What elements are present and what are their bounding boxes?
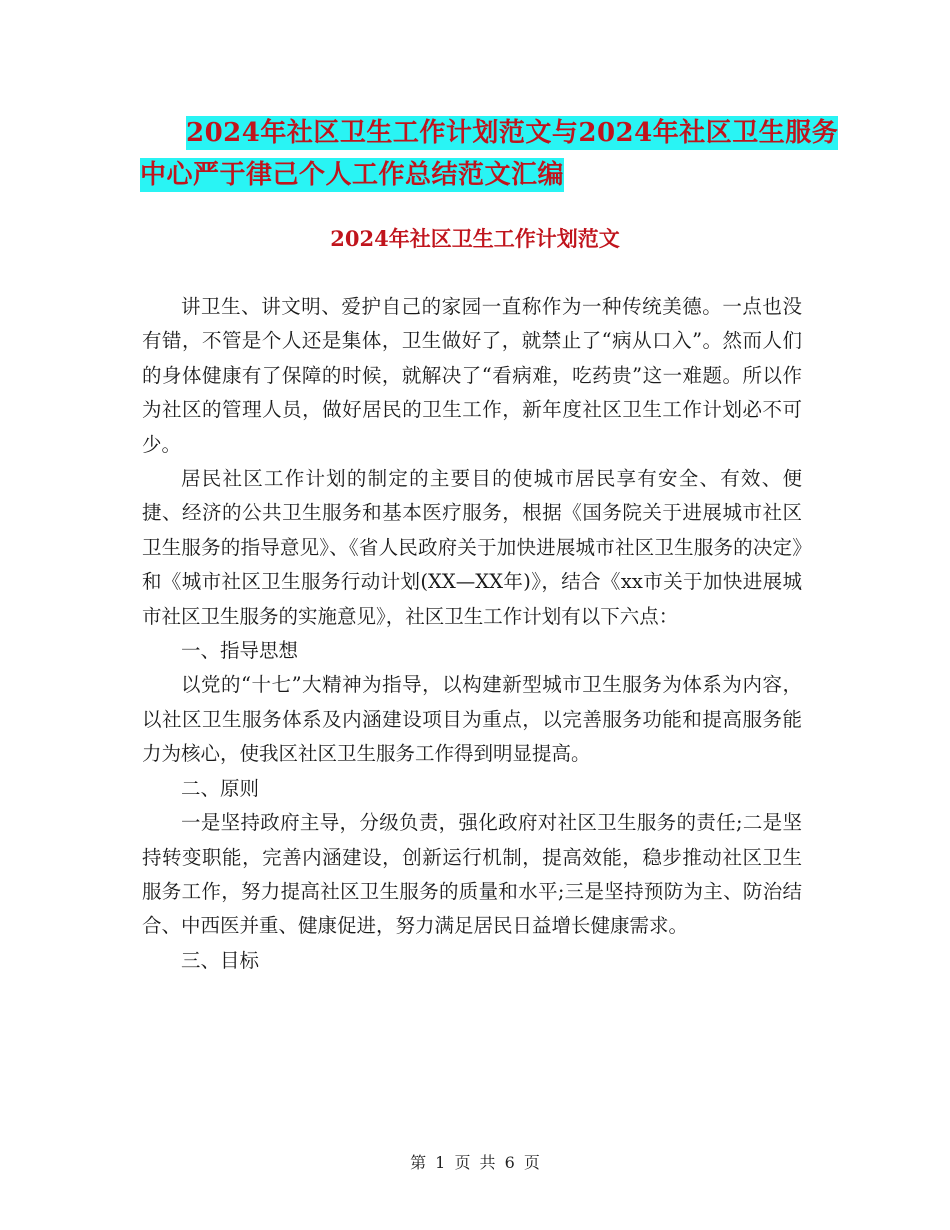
document-title-line-2 (140, 154, 820, 196)
paragraph: 居民社区工作计划的制定的主要目的使城市居民享有安全、有效、便捷、经济的公共卫生服务和基本医疗服务，根据《国务院关于进展城市社区卫生服务的指导意见》、《省人民政府关于加快进展城市社区卫生服务的决定》和《城市社区卫生服务行动计划(XX—XX年)》，结合《xx市关于加快进展城市社区卫生服务的实施意见》，社区卫生工作计划有以下六点： (142, 467, 802, 628)
paragraph: 一是坚持政府主导，分级负责，强化政府对社区卫生服务的责任;二是坚持转变职能，完善内涵建设，创新运行机制，提高效能，稳步推动社区卫生服务工作，努力提高社区卫生服务的质量和水平;三是坚持预防为主、防治结合、中西医并重、健康促进，努力满足居民日益增长健康需求。 (142, 811, 802, 938)
paragraph-heading: 一、指导思想 (181, 639, 299, 663)
title-highlight-1: 2024年社区卫生工作计划范文与2024年社区卫生服务 (186, 118, 839, 148)
document-body (142, 290, 802, 978)
paragraph: 讲卫生、讲文明、爱护自己的家园一直称作为一种传统美德。一点也没有错，不管是个人还是集体，卫生做好了，就禁止了“病从口入”。然而人们的身体健康有了保障的时候，就解决了“看病难，吃药贵”这一难题。所以作为社区的管理人员，做好居民的卫生工作，新年度社区卫生工作计划必不可少。 (142, 295, 802, 456)
section-title: 2024年社区卫生工作计划范文 (330, 226, 620, 251)
paragraph-heading: 三、目标 (181, 948, 260, 972)
title-highlight-2: 中心严于律己个人工作总结范文汇编 (140, 160, 565, 190)
paragraph: 以党的“十七”大精神为指导，以构建新型城市卫生服务为体系为内容，以社区卫生服务体系及内涵建设项目为重点，以完善服务功能和提高服务能力为核心，使我区社区卫生服务工作得到明显提高。 (142, 673, 802, 766)
page-footer: 第 1 页 共 6 页 (410, 1153, 540, 1172)
paragraph-heading: 二、原则 (181, 776, 260, 800)
document-title (140, 112, 839, 196)
document-title-line-1 (140, 112, 839, 154)
